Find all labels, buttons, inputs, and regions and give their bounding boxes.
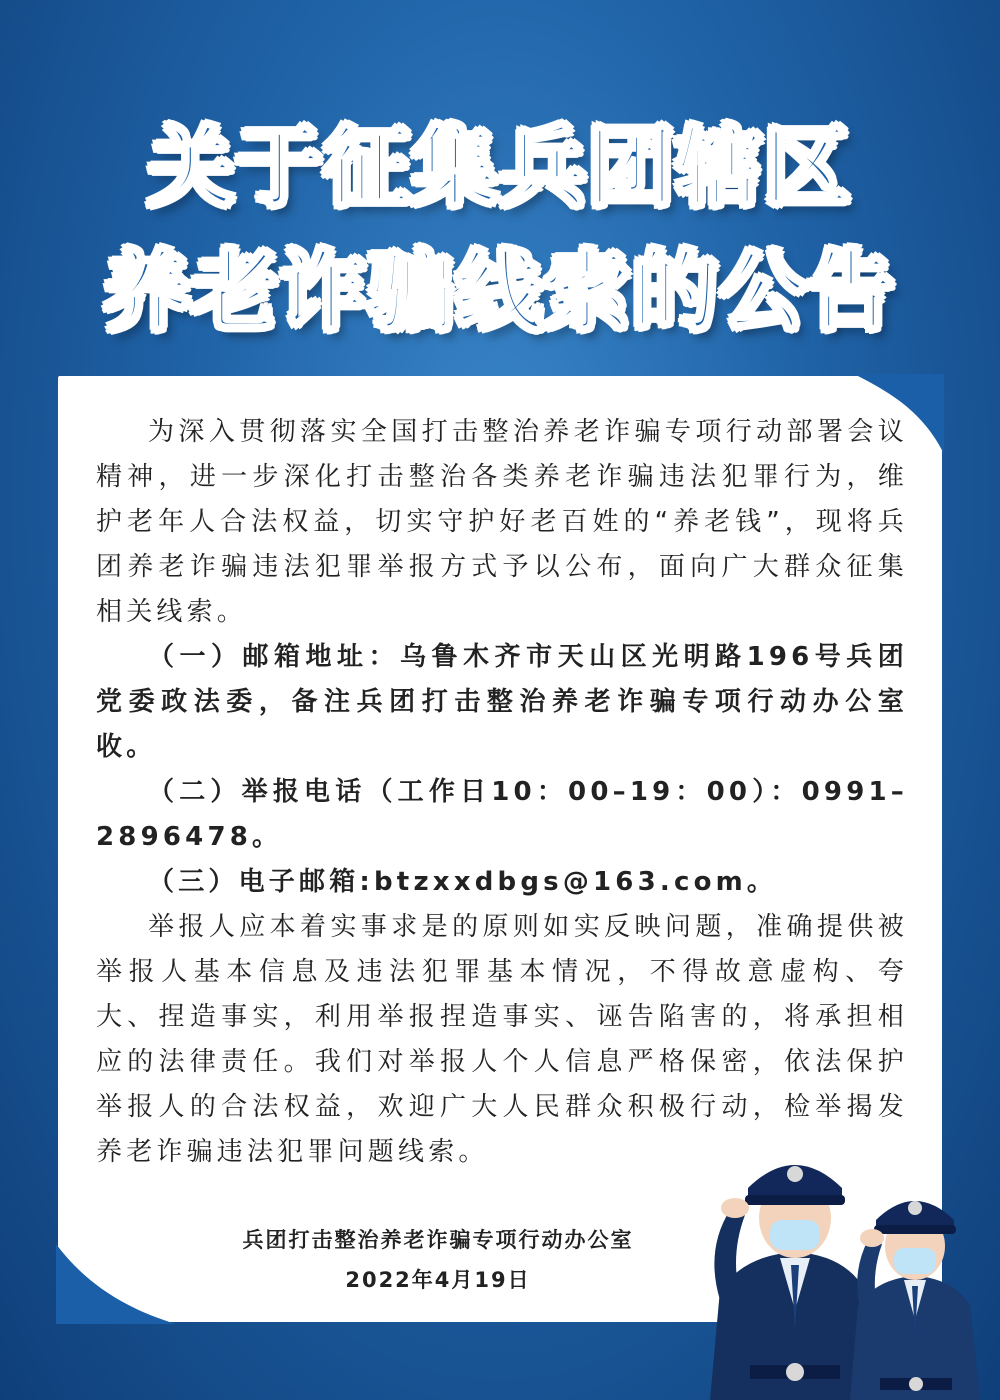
police-officer-left: [710, 1165, 875, 1400]
signature-date: 2022年4月19日: [345, 1268, 531, 1292]
signature-organization: 兵团打击整治养老诈骗专项行动办公室: [242, 1228, 634, 1252]
closing-paragraph: 举报人应本着实事求是的原则如实反映问题，准确提供被举报人基本信息及违法犯罪基本情况，不得故意虚构、夸大、捏造事实，利用举报捏造事实、诬告陷害的，将承担相应的法律责任。我们对举报人个人信息严格保密，依法保护举报人的合法权益，欢迎广大人民群众积极行动，检举揭发养老诈骗违法犯罪问题线索。: [96, 912, 908, 1167]
police-officer-right: [850, 1201, 980, 1400]
report-email: （三）电子邮箱:btzxxdbgs@163.com。: [148, 867, 778, 897]
report-phone: （二）举报电话（工作日10：00–19：00）：0991–2896478。: [96, 777, 908, 852]
saluting-police-officers-illustration: [690, 1140, 1000, 1400]
notice-title-line-1: 关于征集兵团辖区: [148, 118, 852, 218]
report-mail-address: （一）邮箱地址：乌鲁木齐市天山区光明路196号兵团党委政法委，备注兵团打击整治养老诈骗专项行动办公室收。: [96, 642, 908, 762]
notice-body: [96, 410, 908, 1175]
notice-title-line-2: 养老诈骗线索的公告: [104, 242, 896, 342]
intro-paragraph: 为深入贯彻落实全国打击整治养老诈骗专项行动部署会议精神，进一步深化打击整治各类养老诈骗违法犯罪行为，维护老年人合法权益，切实守护好老百姓的“养老钱”，现将兵团养老诈骗违法犯罪举报方式予以公布，面向广大群众征集相关线索。: [96, 417, 908, 627]
